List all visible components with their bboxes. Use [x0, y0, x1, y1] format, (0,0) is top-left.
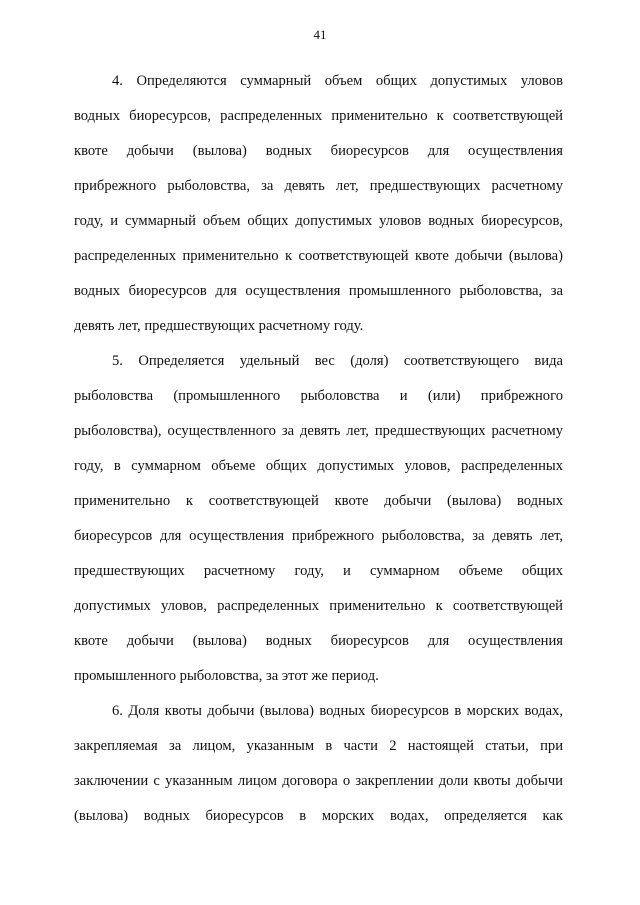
- paragraph-6-line: (вылова) водных биоресурсов в морских водах, определяется как: [74, 808, 563, 824]
- paragraph-5-line: рыболовства), осуществленного за девять лет, предшествующих расчетному: [74, 423, 563, 439]
- paragraph-4-line: 4. Определяются суммарный объем общих допустимых уловов: [112, 73, 563, 89]
- paragraph-5-line: рыболовства (промышленного рыболовства и (или) прибрежного: [74, 388, 563, 404]
- paragraph-5-line: применительно к соответствующей квоте добычи (вылова) водных: [74, 493, 563, 509]
- paragraph-6-line: закрепляемая за лицом, указанным в части 2 настоящей статьи, при: [74, 738, 563, 754]
- paragraph-5-line: предшествующих расчетному году, и суммарном объеме общих: [74, 563, 563, 579]
- paragraph-4-line: водных биоресурсов, распределенных применительно к соответствующей: [74, 108, 563, 124]
- paragraph-5-line: промышленного рыболовства, за этот же период.: [74, 668, 379, 684]
- paragraph-4-line: девять лет, предшествующих расчетному году.: [74, 318, 364, 334]
- paragraph-5-line: допустимых уловов, распределенных применительно к соответствующей: [74, 598, 563, 614]
- paragraph-4-line: году, и суммарный объем общих допустимых уловов водных биоресурсов,: [74, 213, 563, 229]
- paragraph-4-line: квоте добычи (вылова) водных биоресурсов для осуществления: [74, 143, 563, 159]
- paragraph-4-line: прибрежного рыболовства, за девять лет, предшествующих расчетному: [74, 178, 563, 194]
- paragraph-5-line: биоресурсов для осуществления прибрежного рыболовства, за девять лет,: [74, 528, 563, 544]
- paragraph-6-line: заключении с указанным лицом договора о закреплении доли квоты добычи: [74, 773, 563, 789]
- page-number: 41: [313, 27, 327, 42]
- paragraph-5-line: 5. Определяется удельный вес (доля) соответствующего вида: [112, 353, 563, 369]
- paragraph-5-line: году, в суммарном объеме общих допустимых уловов, распределенных: [74, 458, 563, 474]
- paragraph-4-line: распределенных применительно к соответствующей квоте добычи (вылова): [74, 248, 563, 264]
- paragraph-5-line: квоте добычи (вылова) водных биоресурсов для осуществления: [74, 633, 563, 649]
- paragraph-4-line: водных биоресурсов для осуществления промышленного рыболовства, за: [74, 283, 563, 299]
- paragraph-6-line: 6. Доля квоты добычи (вылова) водных биоресурсов в морских водах,: [112, 703, 563, 719]
